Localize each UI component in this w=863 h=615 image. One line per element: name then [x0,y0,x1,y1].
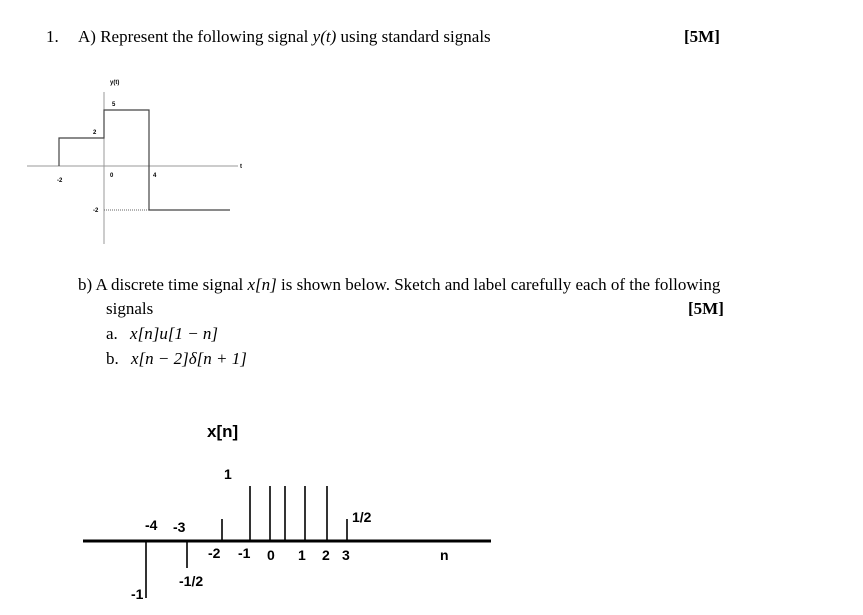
xn-label-neg-one: -1 [131,586,144,602]
xn-label-p1: 1 [298,547,306,563]
xn-label-p2: 2 [322,547,330,563]
xn-label-neg4: -4 [145,517,158,533]
part-a-suffix: using standard signals [340,27,491,46]
xn-label-neg3: -3 [173,519,186,535]
xn-title: x[n] [207,422,239,441]
xn-label-neg1: -1 [238,545,251,561]
xn-label-p3: 3 [342,547,350,563]
xn-label-0: 0 [267,547,275,563]
yt-label-neg2-y: -2 [93,208,99,214]
part-a-prefix: A) Represent the following signal [78,27,309,46]
yt-label-neg2-x: -2 [57,178,63,184]
part-b-line2: signals [106,299,154,318]
xn-label-neg2: -2 [208,545,221,561]
part-b-signal: x[n] [247,275,277,294]
question-number: 1. [46,27,59,46]
yt-label-5: 5 [112,102,116,108]
item-b-label: b. [106,349,119,368]
part-a-signal: y(t) [312,27,337,46]
xn-label-1: 1 [224,466,232,482]
yt-xlabel: t [240,164,242,170]
yt-label-0: 0 [110,173,114,179]
item-a-expr: x[n]u[1 − n] [130,324,219,343]
xn-axis-label: n [440,547,449,563]
item-a-label: a. [106,324,118,343]
part-a-marks: [5M] [684,27,720,46]
xn-label-half: 1/2 [352,509,372,525]
part-b-prefix: b) A discrete time signal [78,275,244,294]
yt-label-4: 4 [153,173,157,179]
xn-label-neg-half: -1/2 [179,573,204,589]
yt-label-2: 2 [93,130,97,136]
part-b-suffix: is shown below. Sketch and label carefully each of the following [281,275,721,294]
item-b-expr: x[n − 2]δ[n + 1] [131,349,247,368]
part-b-marks: [5M] [688,299,724,318]
yt-ylabel: y(t) [110,80,120,86]
